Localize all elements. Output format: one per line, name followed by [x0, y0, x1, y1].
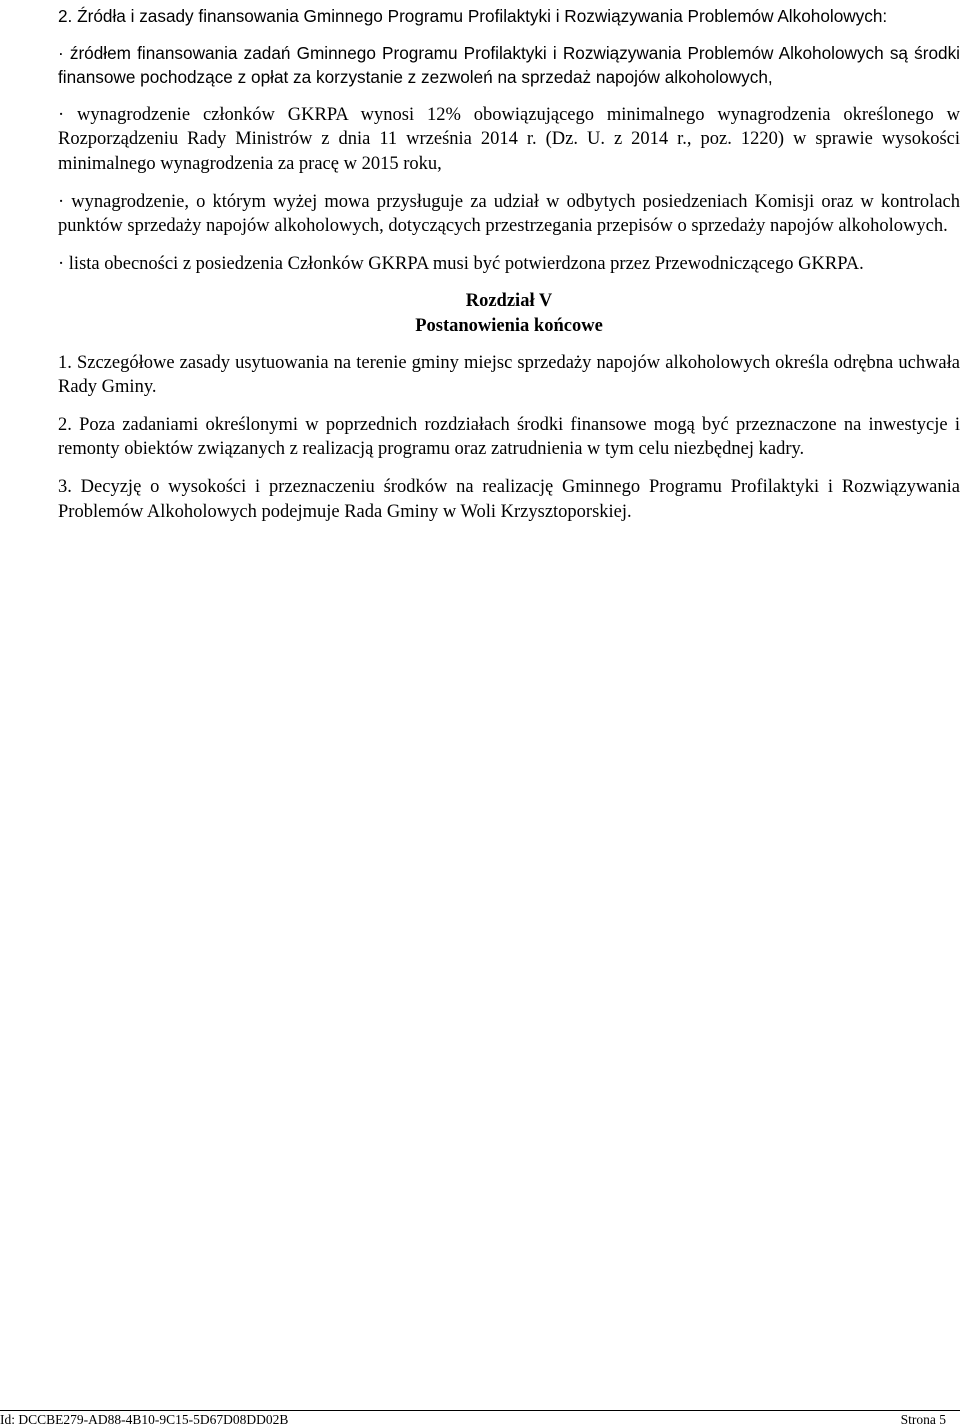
chapter-title: Postanowienia końcowe	[415, 315, 603, 336]
document-id: Id: DCCBE279-AD88-4B10-9C15-5D67D08DD02B	[0, 1412, 289, 1427]
bullet-item: · źródłem finansowania zadań Gminnego Programu Profilaktyki i Rozwiązywania Problemów Alkoholowych są środki finansowe pochodzące z opłat za korzystanie z zezwoleń na sprzedaż napojów alkoholowych,	[58, 42, 960, 88]
section-title: 2. Źródła i zasady finansowania Gminnego Programu Profilaktyki i Rozwiązywania Problemów Alkoholowych:	[58, 6, 888, 26]
page-number: Strona 5	[900, 1412, 946, 1427]
document-page	[58, 4, 960, 524]
final-item: 3. Decyzję o wysokości i przeznaczeniu środków na realizację Gminnego Programu Profilaktyki i Rozwiązywania Problemów Alkoholowych podejmuje Rada Gminy w Woli Krzysztoporskiej.	[58, 476, 960, 522]
chapter-number: Rozdział V	[465, 291, 553, 312]
bullet-item: · lista obecności z posiedzenia Członków GKRPA musi być potwierdzona przez Przewodniczącego GKRPA.	[58, 253, 864, 274]
final-item: 2. Poza zadaniami określonymi w poprzednich rozdziałach środki finansowe mogą być przeznaczone na inwestycje i remonty obiektów związanych z realizacją programu oraz zatrudnienia w tym celu niezbędnej kadry.	[58, 414, 960, 460]
final-item: 1. Szczegółowe zasady usytuowania na terenie gminy miejsc sprzedaży napojów alkoholowych określa odrębna uchwała Rady Gminy.	[58, 352, 960, 398]
bullet-item: · wynagrodzenie członków GKRPA wynosi 12% obowiązującego minimalnego wynagrodzenia określonego w Rozporządzeniu Rady Ministrów z dnia 11 września 2014 r. (Dz. U. z 2014 r., poz. 1220) w sprawie wysokości minimalnego wynagrodzenia za pracę w 2015 roku,	[58, 104, 960, 174]
bullet-item: · wynagrodzenie, o którym wyżej mowa przysługuje za udział w odbytych posiedzeniach Komisji oraz w kontrolach punktów sprzedaży napojów alkoholowych, dotyczących przestrzegania przepisów o sprzedaży napojów alkoholowych.	[58, 191, 960, 237]
page-footer	[0, 1411, 960, 1428]
